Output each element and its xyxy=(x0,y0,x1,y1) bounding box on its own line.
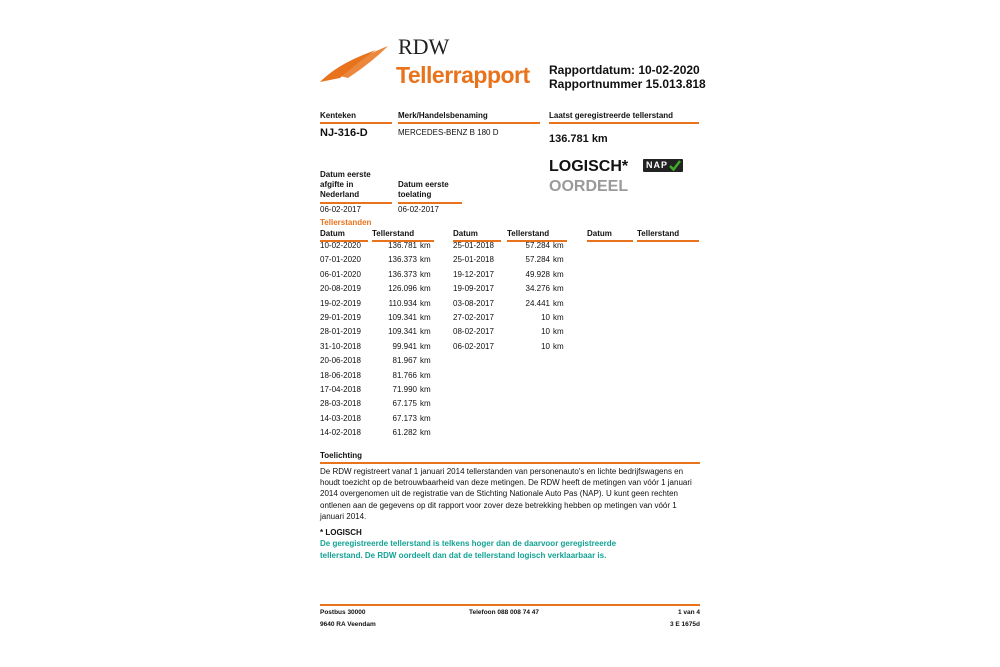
reading-unit: km xyxy=(420,284,431,294)
plate-label: Kenteken xyxy=(320,111,357,120)
reading-unit: km xyxy=(553,327,564,337)
reading-value: 10 xyxy=(541,327,550,337)
reading-value: 71.990 xyxy=(392,385,417,394)
reading-unit: km xyxy=(553,269,564,279)
table-row xyxy=(320,297,440,311)
footer-phone: Telefoon 088 008 74 47 xyxy=(469,609,539,616)
report-number: Rapportnummer 15.013.818 xyxy=(549,77,706,91)
reading-value: 24.441 xyxy=(525,298,550,308)
reading-value: 136.373 xyxy=(388,269,417,279)
reading-unit: km xyxy=(553,341,564,351)
reading-date: 27-02-2017 xyxy=(453,313,494,322)
reading-date: 18-06-2018 xyxy=(320,370,361,380)
table-row xyxy=(320,268,440,282)
reading-value: 99.941 xyxy=(392,341,417,351)
reading-value: 34.276 xyxy=(525,284,550,294)
table-row xyxy=(453,253,573,267)
reading-value: 109.341 xyxy=(388,313,417,322)
table-row xyxy=(320,354,440,368)
reading-unit: km xyxy=(553,298,564,308)
table-row xyxy=(320,383,440,397)
reading-value: 61.282 xyxy=(392,428,417,438)
plate-value: NJ-316-D xyxy=(320,127,368,139)
col2-date-header: Datum xyxy=(453,229,478,238)
table-row xyxy=(320,253,440,267)
reading-value: 136.373 xyxy=(388,255,417,265)
reading-date: 28-03-2018 xyxy=(320,399,361,409)
readings-section-title: Tellerstanden xyxy=(320,218,372,227)
table-row xyxy=(453,282,573,296)
col1-reading-header: Tellerstand xyxy=(372,229,415,238)
reading-unit: km xyxy=(420,327,431,337)
table-row xyxy=(320,369,440,383)
reading-unit: km xyxy=(420,341,431,351)
table-row xyxy=(453,311,573,325)
table-row xyxy=(320,426,440,440)
reading-date: 17-04-2018 xyxy=(320,385,361,394)
reading-date: 20-08-2019 xyxy=(320,284,361,294)
reading-value: 49.928 xyxy=(525,269,550,279)
reading-unit: km xyxy=(420,269,431,279)
divider xyxy=(398,202,462,204)
table-row xyxy=(320,340,440,354)
reading-date: 29-01-2019 xyxy=(320,313,361,322)
reading-unit: km xyxy=(420,356,431,366)
reading-unit: km xyxy=(420,370,431,380)
table-row xyxy=(453,239,573,253)
reading-value: 81.766 xyxy=(392,370,417,380)
reading-unit: km xyxy=(420,413,431,423)
reading-date: 03-08-2017 xyxy=(453,298,494,308)
reading-unit: km xyxy=(420,241,431,250)
reading-value: 136.781 xyxy=(388,241,417,250)
reading-value: 81.967 xyxy=(392,356,417,366)
first-admission-value: 06-02-2017 xyxy=(398,205,439,214)
divider xyxy=(587,240,633,242)
table-row xyxy=(320,412,440,426)
reading-unit: km xyxy=(553,313,564,322)
verdict-value: LOGISCH* xyxy=(549,158,629,175)
divider xyxy=(549,122,699,124)
reading-value: 57.284 xyxy=(525,255,550,265)
make-value: MERCEDES-BENZ B 180 D xyxy=(398,128,499,137)
reading-unit: km xyxy=(553,241,564,250)
reading-date: 07-01-2020 xyxy=(320,255,361,265)
table-row xyxy=(320,239,440,253)
reading-unit: km xyxy=(420,255,431,265)
report-date: Rapportdatum: 10-02-2020 xyxy=(549,63,700,77)
reading-unit: km xyxy=(420,385,431,394)
reading-date: 20-06-2018 xyxy=(320,356,361,366)
reading-date: 19-12-2017 xyxy=(453,269,494,279)
explanation-title: Toelichting xyxy=(320,451,363,460)
rdw-logo-icon xyxy=(318,42,390,84)
reading-date: 06-02-2017 xyxy=(453,341,494,351)
reading-date: 25-01-2018 xyxy=(453,255,494,265)
footer-address-1: Postbus 30000 xyxy=(320,609,366,616)
reading-date: 14-03-2018 xyxy=(320,413,361,423)
brand-name: RDW xyxy=(398,34,450,59)
divider xyxy=(637,240,699,242)
reading-value: 57.284 xyxy=(525,241,550,250)
col1-date-header: Datum xyxy=(320,229,345,238)
col3-reading-header: Tellerstand xyxy=(637,229,680,238)
check-icon xyxy=(668,159,682,172)
first-issue-value: 06-02-2017 xyxy=(320,205,361,214)
table-row xyxy=(320,311,440,325)
reading-date: 25-01-2018 xyxy=(453,241,494,250)
verdict-label: OORDEEL xyxy=(549,178,629,195)
table-row xyxy=(453,297,573,311)
page-title: Tellerrapport xyxy=(396,62,530,88)
first-issue-label: Datum eerste afgifte in Nederland xyxy=(320,170,371,199)
divider xyxy=(320,122,392,124)
reading-unit: km xyxy=(420,298,431,308)
reading-unit: km xyxy=(420,399,431,409)
footer-divider xyxy=(320,604,700,606)
footer-address-2: 9640 RA Veendam xyxy=(320,621,376,628)
table-row xyxy=(453,340,573,354)
footnote-title: * LOGISCH xyxy=(320,528,362,537)
nap-badge-label: NAP xyxy=(646,160,669,170)
divider xyxy=(320,202,392,204)
reading-unit: km xyxy=(553,284,564,294)
divider xyxy=(398,122,540,124)
divider xyxy=(320,462,700,464)
explanation-text: De RDW registreert vanaf 1 januari 2014 tellerstanden van personenauto's en lichte bedrijfswagens en houdt toezicht op de betrouwbaarheid van deze metingen. De RDW heeft de metingen van vóór 1 januari 2014 overgenomen uit de registratie van de Stichting Nationale Auto Pas (NAP). U kunt geen rechten ontlenen aan de gegevens op dit rapport voor zover deze betrekking hebben op metingen van vóór 1 januari 2014. xyxy=(320,467,692,521)
reading-value: 67.173 xyxy=(392,413,417,423)
reading-value: 67.175 xyxy=(392,399,417,409)
reading-unit: km xyxy=(553,255,564,265)
last-reading-label: Laatst geregistreerde tellerstand xyxy=(549,111,674,120)
first-admission-label: Datum eerste toelating xyxy=(398,180,449,199)
reading-value: 110.934 xyxy=(388,298,417,308)
reading-date: 31-10-2018 xyxy=(320,341,361,351)
last-reading-value: 136.781 km xyxy=(549,133,608,145)
reading-unit: km xyxy=(420,428,431,438)
reading-value: 109.341 xyxy=(388,327,417,337)
reading-date: 06-01-2020 xyxy=(320,269,361,279)
table-row xyxy=(320,282,440,296)
reading-value: 126.096 xyxy=(388,284,417,294)
table-row xyxy=(453,325,573,339)
reading-unit: km xyxy=(420,313,431,322)
reading-date: 19-09-2017 xyxy=(453,284,494,294)
reading-date: 08-02-2017 xyxy=(453,327,494,337)
footer-code: 3 E 1675d xyxy=(670,621,700,628)
footnote-text: De geregistreerde tellerstand is telkens hoger dan de daarvoor geregistreerde tellerstand. De RDW oordeelt dan dat de tellerstand logisch verklaarbaar is. xyxy=(320,539,617,560)
reading-value: 10 xyxy=(541,313,550,322)
table-row xyxy=(453,268,573,282)
col2-reading-header: Tellerstand xyxy=(507,229,550,238)
footer-page: 1 van 4 xyxy=(677,609,700,616)
reading-date: 19-02-2019 xyxy=(320,298,361,308)
table-row xyxy=(320,397,440,411)
col3-date-header: Datum xyxy=(587,229,612,238)
reading-date: 28-01-2019 xyxy=(320,327,361,337)
reading-date: 14-02-2018 xyxy=(320,428,361,438)
reading-value: 10 xyxy=(541,341,550,351)
table-row xyxy=(320,325,440,339)
reading-date: 10-02-2020 xyxy=(320,241,361,250)
make-label: Merk/Handelsbenaming xyxy=(398,111,488,120)
nap-badge xyxy=(643,159,683,172)
